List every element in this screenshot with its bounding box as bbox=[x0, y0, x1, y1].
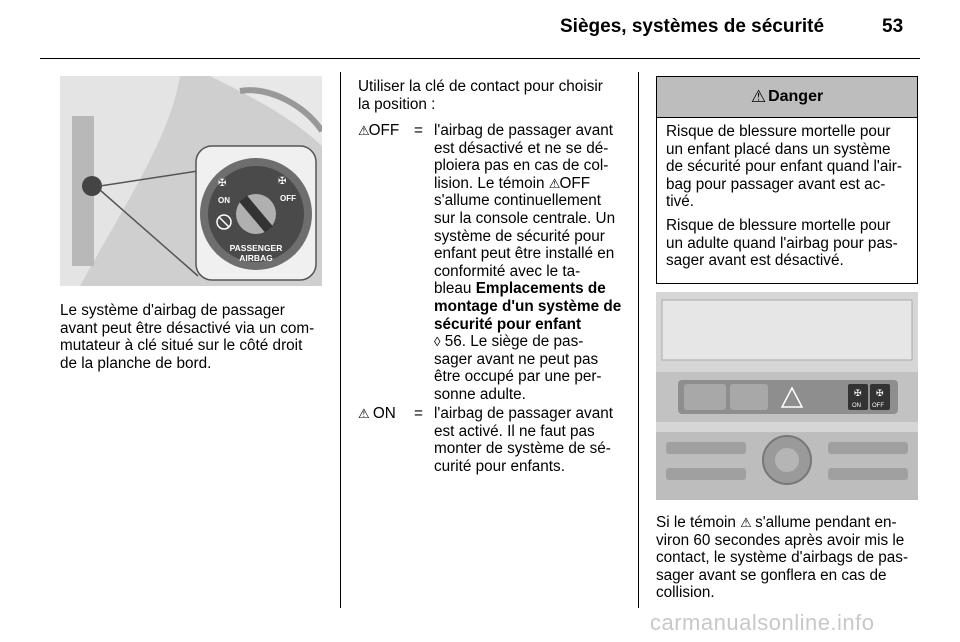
on-equals: = bbox=[414, 405, 423, 422]
photo-label-airbag: AIRBAG bbox=[239, 253, 273, 263]
console-caption: Si le témoin ⚠ s'allume pendant en- viron 60 secondes après avoir mis le contact, le système d'airbags de pas- sager avant se gonflera en cas de collision. bbox=[656, 514, 909, 602]
intro-text: Utiliser la clé de contact pour choisir la position : bbox=[358, 78, 603, 113]
airbag-off-icon: ⚠ bbox=[358, 123, 369, 138]
page-number: 53 bbox=[882, 16, 904, 37]
console-photo bbox=[656, 292, 918, 500]
console-label-on: ON bbox=[852, 403, 861, 409]
airbag-on-icon: ⚠ bbox=[358, 406, 369, 421]
airbag-off-item bbox=[358, 122, 622, 404]
console-label-off: OFF bbox=[872, 403, 884, 409]
page-title: Sièges, systèmes de sécurité bbox=[560, 16, 825, 37]
photo-label-on: ON bbox=[218, 196, 230, 205]
warning-icon: ⚠ bbox=[750, 87, 767, 106]
off-description: l'airbag de passager avant est désactivé et ne se dé- ploiera pas en cas de col- lision. Le témoin ⚠OFF s'allume continuellement sur la console centrale. Un système de sécurité pour enfant peut être installé en conformité avec le ta- bleau Emplacements de montage d'un système de sécurité pour enfant ◊ 56. Le siège de pas- sager avant ne peut pas être occupé par une per- sonne adulte. bbox=[434, 122, 622, 403]
danger-header: ⚠ Danger bbox=[657, 77, 917, 118]
column-divider-left bbox=[340, 72, 341, 608]
cross-reference-link[interactable]: Emplacements de bbox=[475, 280, 606, 298]
svg-text:✠: ✠ bbox=[218, 178, 227, 189]
danger-paragraph-1: Risque de blessure mortelle pour un enfant placé dans un système de sécurité pour enfant quand l'air- bag pour passager avant est ac- tivé. bbox=[666, 123, 902, 211]
watermark: carmanualsonline.info bbox=[650, 610, 875, 635]
photo-label-passenger: PASSENGER bbox=[229, 243, 283, 253]
airbag-on-indicator-icon: ⚠ bbox=[740, 515, 751, 530]
photo-caption: Le système d'airbag de passager avant peut être désactivé via un com- mutateur à clé situé sur le côté droit de la planche de bord. bbox=[60, 302, 315, 372]
danger-box bbox=[656, 76, 918, 284]
svg-text:✠: ✠ bbox=[854, 388, 862, 398]
airbag-on-item bbox=[358, 405, 622, 475]
column-divider-right bbox=[638, 72, 639, 608]
on-description: l'airbag de passager avant est activé. Il ne faut pas monter de système de sé- curité pour enfants. bbox=[434, 405, 613, 475]
on-term: ⚠ ON bbox=[358, 405, 396, 422]
off-equals: = bbox=[414, 122, 423, 139]
svg-text:✠: ✠ bbox=[876, 388, 884, 398]
airbag-off-indicator-icon: ⚠ bbox=[548, 175, 560, 191]
off-term: ⚠OFF bbox=[358, 122, 400, 139]
photo-label-off: OFF bbox=[280, 194, 296, 203]
danger-paragraph-2: Risque de blessure mortelle pour un adulte quand l'airbag pour pas- sager avant est désactivé. bbox=[666, 216, 898, 270]
page-reference-icon: ◊ bbox=[434, 334, 441, 350]
airbag-switch-photo bbox=[60, 76, 322, 286]
header-rule bbox=[40, 58, 920, 59]
svg-text:✠: ✠ bbox=[278, 176, 287, 187]
